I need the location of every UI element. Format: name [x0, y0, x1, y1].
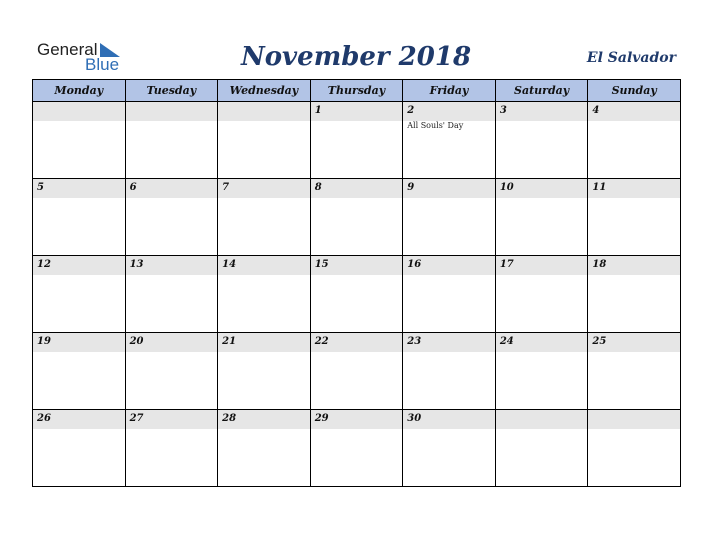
day-number-strip — [218, 102, 310, 121]
day-cell — [588, 410, 681, 487]
day-number-strip — [403, 102, 495, 121]
day-cell — [495, 256, 588, 333]
day-cell — [310, 333, 403, 410]
day-cell — [588, 333, 681, 410]
day-cell — [125, 256, 218, 333]
day-number-strip — [403, 179, 495, 198]
day-number: 13 — [129, 259, 144, 270]
week-row — [33, 102, 681, 179]
day-number: 23 — [407, 336, 422, 347]
day-number: 1 — [314, 105, 322, 116]
day-number-strip — [126, 333, 218, 352]
day-number-strip — [311, 333, 403, 352]
day-cell — [310, 179, 403, 256]
day-number: 2 — [407, 105, 415, 116]
day-number-strip — [311, 256, 403, 275]
day-number-strip — [218, 410, 310, 429]
day-number: 26 — [37, 413, 51, 424]
day-cell — [403, 256, 496, 333]
day-cell — [588, 179, 681, 256]
day-number-strip — [126, 102, 218, 121]
day-number: 24 — [499, 336, 514, 347]
day-number-strip — [33, 256, 125, 275]
day-number: 25 — [592, 336, 607, 347]
week-row — [33, 179, 681, 256]
day-number-strip — [33, 102, 125, 121]
day-cell — [310, 102, 403, 179]
day-cell — [33, 333, 126, 410]
day-number-strip — [311, 102, 403, 121]
weekday-header-sunday: Sunday — [588, 80, 681, 102]
week-row — [33, 410, 681, 487]
day-number: 20 — [129, 336, 144, 347]
holiday-label: All Souls' Day — [407, 121, 464, 130]
day-cell — [403, 102, 496, 179]
day-cell — [403, 410, 496, 487]
day-number-strip — [496, 102, 588, 121]
day-number: 3 — [499, 105, 507, 116]
day-cell — [218, 102, 311, 179]
day-cell — [33, 179, 126, 256]
day-cell — [33, 256, 126, 333]
week-row — [33, 256, 681, 333]
day-number-strip — [33, 410, 125, 429]
day-cell — [125, 333, 218, 410]
logo-text-general: General — [37, 40, 98, 59]
day-number: 7 — [222, 182, 230, 193]
day-number-strip — [496, 179, 588, 198]
day-number-strip — [218, 256, 310, 275]
day-number-strip — [588, 102, 680, 121]
day-number: 27 — [129, 413, 144, 424]
day-number: 21 — [222, 336, 237, 347]
day-number: 17 — [499, 259, 514, 270]
day-cell — [218, 410, 311, 487]
country-name: El Salvador — [586, 50, 676, 66]
day-number: 22 — [314, 336, 329, 347]
day-number: 28 — [222, 413, 237, 424]
day-number: 10 — [499, 182, 514, 193]
day-number-strip — [311, 179, 403, 198]
day-cell — [495, 179, 588, 256]
day-number-strip — [588, 179, 680, 198]
day-cell — [310, 410, 403, 487]
day-number: 18 — [592, 259, 607, 270]
day-number-strip — [588, 410, 680, 429]
day-cell — [403, 333, 496, 410]
weekday-header-saturday: Saturday — [495, 80, 588, 102]
day-number: 12 — [37, 259, 51, 270]
day-cell — [218, 179, 311, 256]
day-number: 16 — [407, 259, 422, 270]
day-number-strip — [403, 410, 495, 429]
day-number: 6 — [129, 182, 137, 193]
day-number: 5 — [37, 182, 44, 193]
day-cell — [125, 179, 218, 256]
day-number-strip — [126, 256, 218, 275]
page-title: November 2018 — [240, 42, 472, 72]
day-cell — [495, 333, 588, 410]
day-number-strip — [496, 333, 588, 352]
day-number: 11 — [592, 182, 607, 193]
day-cell — [310, 256, 403, 333]
day-number-strip — [403, 256, 495, 275]
day-number: 9 — [407, 182, 415, 193]
day-number: 14 — [222, 259, 237, 270]
day-cell — [125, 410, 218, 487]
day-cell — [33, 410, 126, 487]
day-number: 8 — [314, 182, 322, 193]
day-number: 19 — [37, 336, 51, 347]
weekday-header-thursday: Thursday — [310, 80, 403, 102]
weekday-header-row — [33, 80, 681, 102]
day-number-strip — [126, 410, 218, 429]
logo-text-blue: Blue — [85, 55, 120, 74]
day-cell — [403, 179, 496, 256]
calendar-weeks — [33, 102, 681, 487]
day-cell — [495, 102, 588, 179]
day-number-strip — [496, 256, 588, 275]
generalblue-logo — [37, 40, 137, 74]
day-number-strip — [403, 333, 495, 352]
day-cell — [218, 256, 311, 333]
day-number-strip — [218, 179, 310, 198]
day-number-strip — [218, 333, 310, 352]
week-row — [33, 333, 681, 410]
weekday-header-friday: Friday — [403, 80, 496, 102]
day-number-strip — [33, 179, 125, 198]
day-number: 4 — [592, 105, 600, 116]
month-calendar-grid — [32, 79, 681, 487]
day-number-strip — [126, 179, 218, 198]
day-number-strip — [311, 410, 403, 429]
day-number: 30 — [407, 413, 422, 424]
day-cell — [588, 102, 681, 179]
day-cell — [588, 256, 681, 333]
day-number: 29 — [314, 413, 329, 424]
day-number-strip — [588, 256, 680, 275]
weekday-header-monday: Monday — [33, 80, 126, 102]
day-number-strip — [588, 333, 680, 352]
weekday-header-wednesday: Wednesday — [218, 80, 311, 102]
day-cell — [33, 102, 126, 179]
day-cell — [125, 102, 218, 179]
weekday-header-tuesday: Tuesday — [125, 80, 218, 102]
day-number-strip — [496, 410, 588, 429]
day-number: 15 — [314, 259, 329, 270]
day-cell — [495, 410, 588, 487]
day-cell — [218, 333, 311, 410]
day-number-strip — [33, 333, 125, 352]
